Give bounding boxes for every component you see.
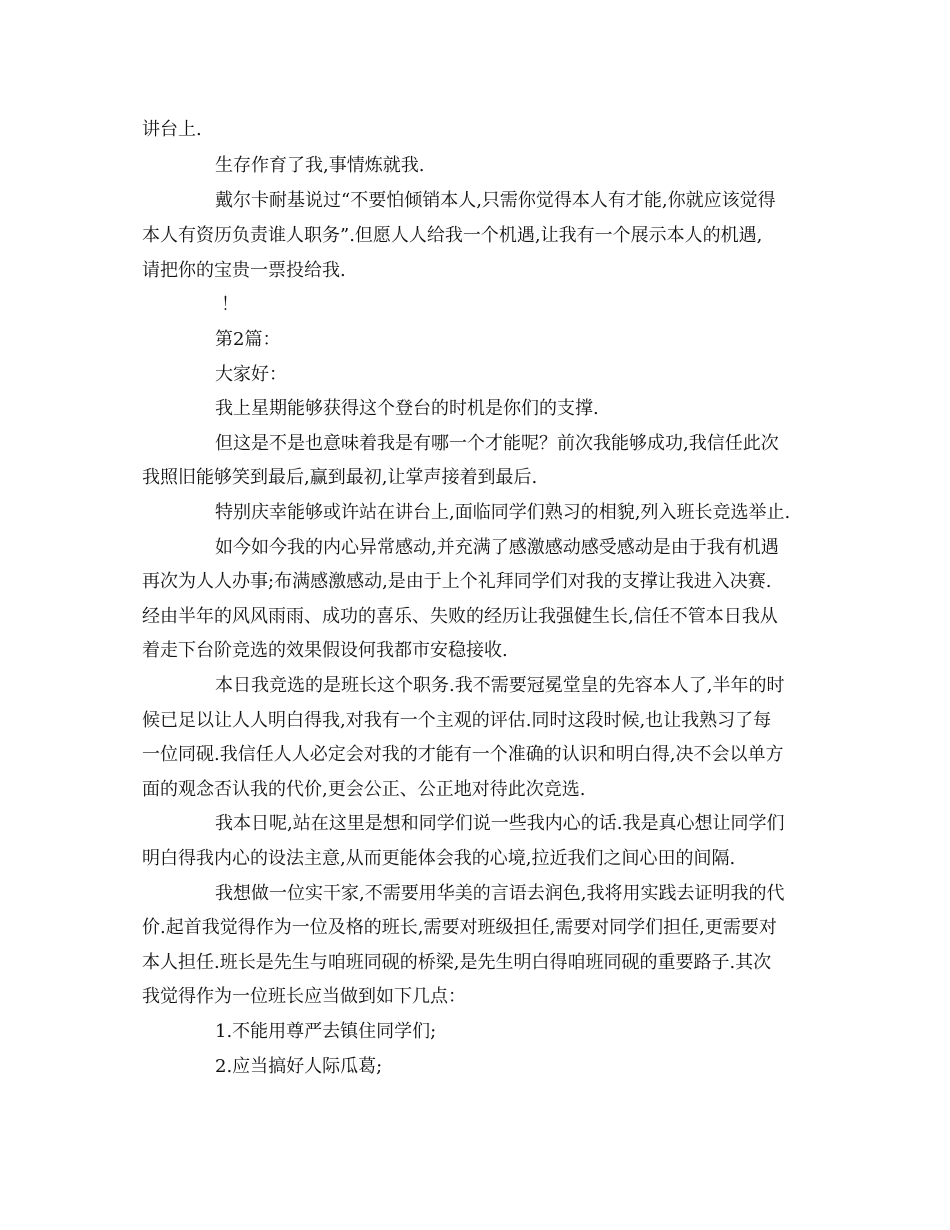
text-line: 戴尔卡耐基说过“不要怕倾销本人,只需你觉得本人有才能,你就应该觉得 <box>215 190 776 211</box>
text-line: 请把你的宝贵一票投给我. <box>142 260 346 281</box>
text-line: 第2篇： <box>215 329 281 350</box>
text-line: 本人担任.班长是先生与咱班同砚的桥梁,是先生明白得咱班同砚的重要路子.其次 <box>142 952 772 973</box>
text-line: 着走下台阶竞选的效果假设何我都市安稳接收. <box>142 640 508 661</box>
text-line: 本人有资历负责谁人职务”.但愿人人给我一个机遇,让我有一个展示本人的机遇, <box>142 225 763 246</box>
text-line: 面的观念否认我的代价,更会公正、公正地对待此次竞选. <box>142 779 586 800</box>
text-line: 价.起首我觉得作为一位及格的班长,需要对班级担任,需要对同学们担任,更需要对 <box>142 917 777 938</box>
text-line: 我上星期能够获得这个登台的时机是你们的支撑. <box>215 398 599 419</box>
text-line: 本日我竞选的是班长这个职务.我不需要冠冕堂皇的先容本人了,半年的时 <box>215 675 785 696</box>
text-line: 生存作育了我,事情炼就我. <box>215 155 425 176</box>
text-line: ！ <box>221 294 239 315</box>
text-line: 我本日呢,站在这里是想和同学们说一些我内心的话.我是真心想让同学们 <box>215 813 785 834</box>
text-line: 如今如今我的内心异常感动,并充满了感激感动感受感动是由于我有机遇 <box>215 537 779 558</box>
text-line: 再次为人人办事;布满感激感动,是由于上个礼拜同学们对我的支撑让我进入决赛. <box>142 571 772 592</box>
text-line: 我照旧能够笑到最后,赢到最初,让掌声接着到最后. <box>142 467 538 488</box>
text-line: 我想做一位实干家,不需要用华美的言语去润色,我将用实践去证明我的代 <box>215 883 785 904</box>
text-line: 讲台上. <box>142 119 202 140</box>
text-line: 明白得我内心的设法主意,从而更能体会我的心境,拉近我们之间心田的间隔. <box>142 848 736 869</box>
text-line: 大家好： <box>215 364 287 385</box>
text-line: 1.不能用尊严去镇住同学们; <box>215 1021 437 1042</box>
text-line: 候已足以让人人明白得我,对我有一个主观的评估.同时这段时候,也让我熟习了每 <box>142 710 772 731</box>
text-line: 我觉得作为一位班长应当做到如下几点： <box>142 986 466 1007</box>
text-line: 一位同砚.我信任人人必定会对我的才能有一个准确的认识和明白得,决不会以单方 <box>142 744 784 765</box>
text-line: 2.应当搞好人际瓜葛; <box>215 1056 383 1077</box>
text-line: 经由半年的风风雨雨、成功的喜乐、失败的经历让我强健生长,信任不管本日我从 <box>142 606 778 627</box>
text-line: 特别庆幸能够或许站在讲台上,面临同学们熟习的相貌,列入班长竞选举止. <box>215 502 791 523</box>
text-line: 但这是不是也意味着我是有哪一个才能呢？前次我能够成功,我信任此次 <box>215 433 779 454</box>
